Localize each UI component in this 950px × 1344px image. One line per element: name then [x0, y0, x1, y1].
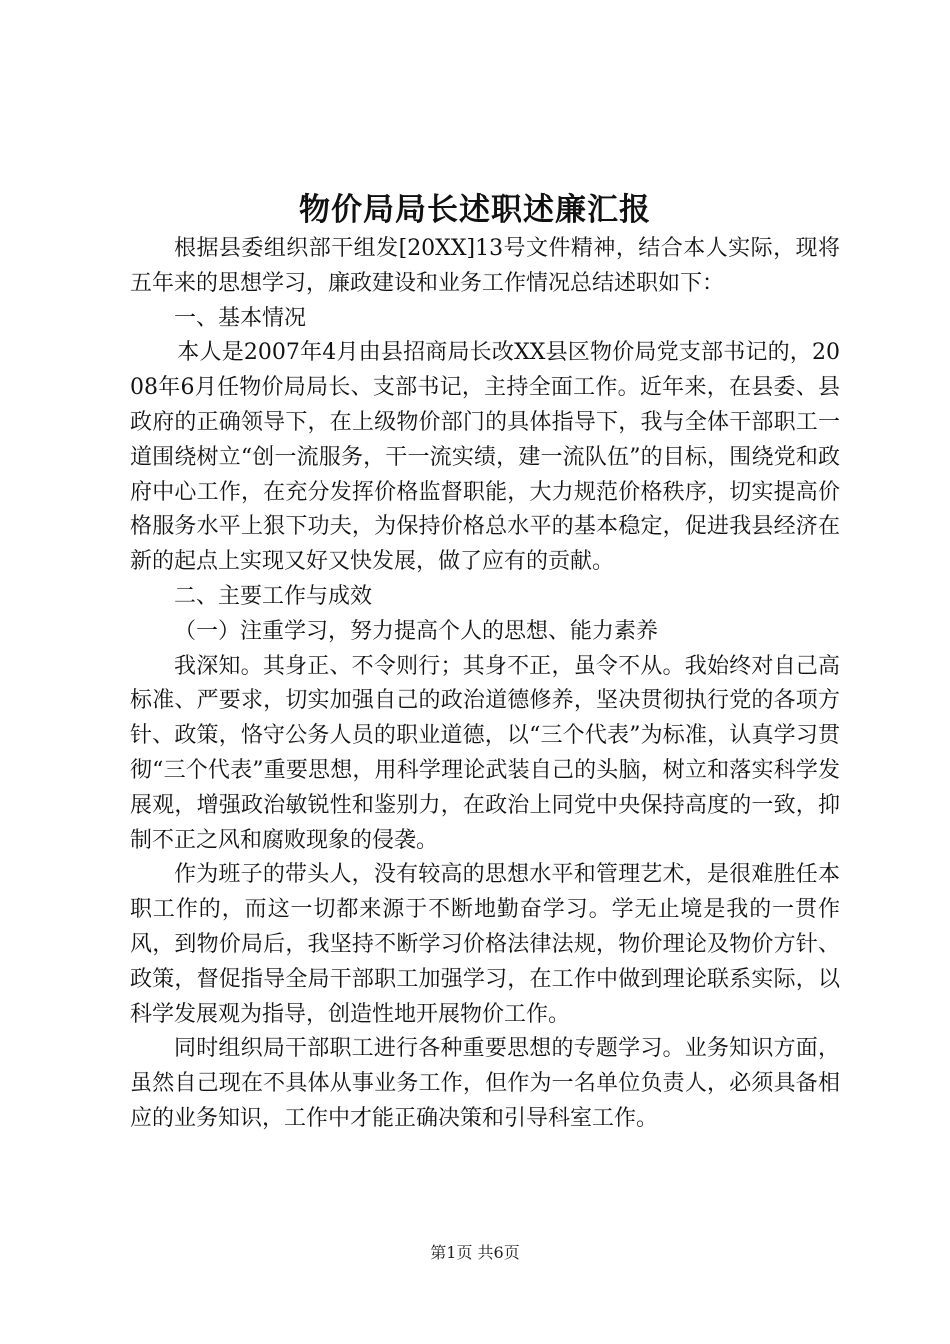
subsection-heading-study: （一）注重学习，努力提高个人的思想、能力素养: [174, 618, 659, 644]
study-paragraph-1: 我深知。其身正、不令则行；其身不正，虽令不从。我始终对自己高标准、严要求，切实加强自己的政治道德修养，坚决贯彻执行党的各项方针、政策，恪守公务人员的职业道德，以“三个代表”为标准，认真学习贯彻“三个代表”重要思想，用科学理论武装自己的头脑，树立和落实科学发展观，增强政治敏锐性和鉴别力，在政治上同党中央保持高度的一致，抑制不正之风和腐败现象的侵袭。: [130, 653, 840, 853]
document-title: 物价局局长述职述廉汇报: [299, 192, 651, 228]
study-paragraph-3: 同时组织局干部职工进行各种重要思想的专题学习。业务知识方面，虽然自己现在不具体从事业务工作，但作为一名单位负责人，必须具备相应的业务知识，工作中才能正确决策和引导科室工作。: [130, 1036, 840, 1131]
study-paragraph-2: 作为班子的带头人，没有较高的思想水平和管理艺术，是很难胜任本职工作的，而这一切都来源于不断地勤奋学习。学无止境是我的一贯作风，到物价局后，我坚持不断学习价格法律法规，物价理论及物价方针、政策，督促指导全局干部职工加强学习，在工作中做到理论联系实际，以科学发展观为指导，创造性地开展物价工作。: [130, 862, 840, 1027]
intro-paragraph: 根据县委组织部干组发[20XX]13号文件精神，结合本人实际，现将五年来的思想学习，廉政建设和业务工作情况总结述职如下：: [130, 236, 840, 296]
document-body: [130, 232, 840, 1137]
section-heading-main-work: 二、主要工作与成效: [174, 583, 373, 609]
basic-situation-paragraph: 本人是2007年4月由县招商局长改XX县区物价局党支部书记的，2008年6月任物价局局长、支部书记，主持全面工作。近年来，在县委、县政府的正确领导下，在上级物价部门的具体指导下，我与全体干部职工一道围绕树立“创一流服务，干一流实绩，建一流队伍”的目标，围绕党和政府中心工作，在充分发挥价格监督职能，大力规范价格秩序，切实提高价格服务水平上狠下功夫，为保持价格总水平的基本稳定，促进我县经济在新的起点上实现又好又快发展，做了应有的贡献。: [130, 340, 840, 575]
page-footer: 第1页 共6页: [430, 1243, 520, 1262]
section-heading-basic-situation: 一、基本情况: [174, 305, 307, 331]
